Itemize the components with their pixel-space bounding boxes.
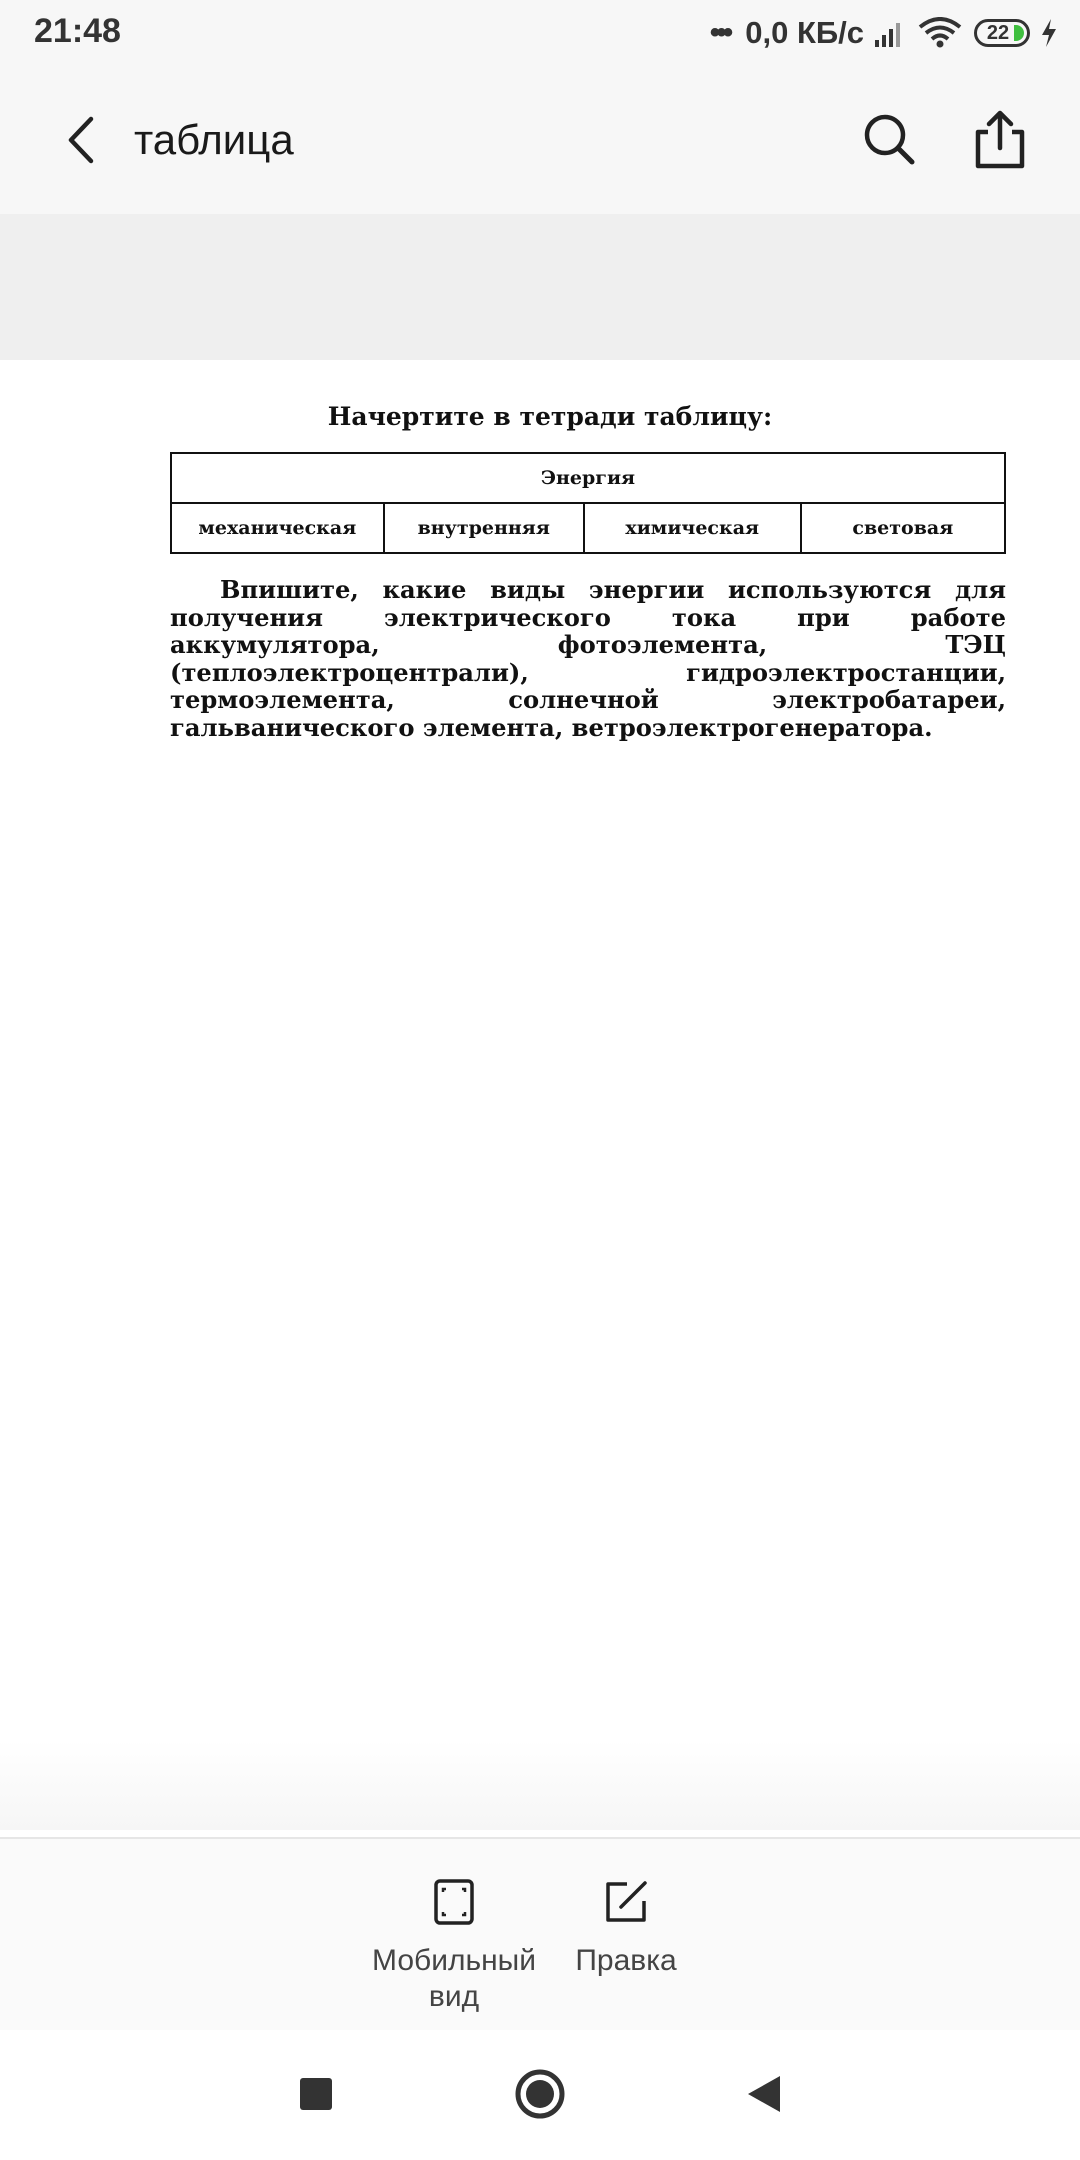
document-page[interactable]	[0, 360, 1080, 1830]
document-paragraph: Впишите, какие виды энергии используются для получения электрического тока при работе аккумулятора, фотоэлемента, ТЭЦ (теплоэлектроцентрали), гидроэлектростанции, термоэлемента, солнечной электробатареи, гальванического элемента, ветроэлектрогенератора.	[170, 575, 1006, 742]
search-icon	[860, 110, 920, 170]
document-heading: Начертите в тетради таблицу:	[327, 402, 773, 431]
back-triangle-icon	[746, 2074, 782, 2114]
recents-square-icon	[299, 2077, 333, 2111]
status-indicators	[710, 10, 1058, 56]
table-cell: химическая	[584, 503, 801, 553]
home-circle-icon	[514, 2068, 566, 2120]
notification-dots: •••	[709, 16, 730, 49]
energy-table	[170, 452, 1006, 554]
mobile-view-label-line2: вид	[428, 1980, 480, 2013]
system-nav-bar	[0, 2030, 1080, 2160]
status-bar	[0, 0, 1080, 66]
bottom-action-bar	[0, 1837, 1080, 2032]
network-speed: 0,0 КБ/с	[745, 15, 864, 50]
edit-button[interactable]	[566, 1879, 686, 1979]
charging-icon	[1040, 18, 1058, 48]
back-button[interactable]	[52, 110, 112, 170]
back-arrow-icon	[65, 115, 99, 165]
mobile-view-icon	[431, 1879, 477, 1925]
mobile-view-label-line1: Мобильный	[372, 1944, 536, 1977]
search-button[interactable]	[860, 110, 920, 170]
edit-icon	[603, 1879, 649, 1925]
battery-level: 22	[986, 21, 1010, 44]
mobile-view-button[interactable]	[366, 1879, 542, 2015]
status-time: 21:48	[34, 12, 121, 50]
table-cell: световая	[801, 503, 1005, 553]
page-title: таблица	[134, 116, 294, 163]
nav-back-button[interactable]	[734, 2064, 794, 2124]
signal-icon	[874, 18, 906, 48]
battery-icon	[974, 19, 1030, 47]
recents-button[interactable]	[286, 2064, 346, 2124]
app-bar	[0, 66, 1080, 214]
home-button[interactable]	[510, 2064, 570, 2124]
share-icon	[970, 108, 1030, 172]
table-cell: внутренняя	[384, 503, 584, 553]
table-cell: механическая	[171, 503, 384, 553]
share-button[interactable]	[970, 108, 1030, 172]
table-header-cell: Энергия	[171, 453, 1005, 503]
document-top-margin	[0, 214, 1080, 360]
wifi-icon	[916, 17, 964, 49]
edit-label: Правка	[575, 1944, 677, 1977]
